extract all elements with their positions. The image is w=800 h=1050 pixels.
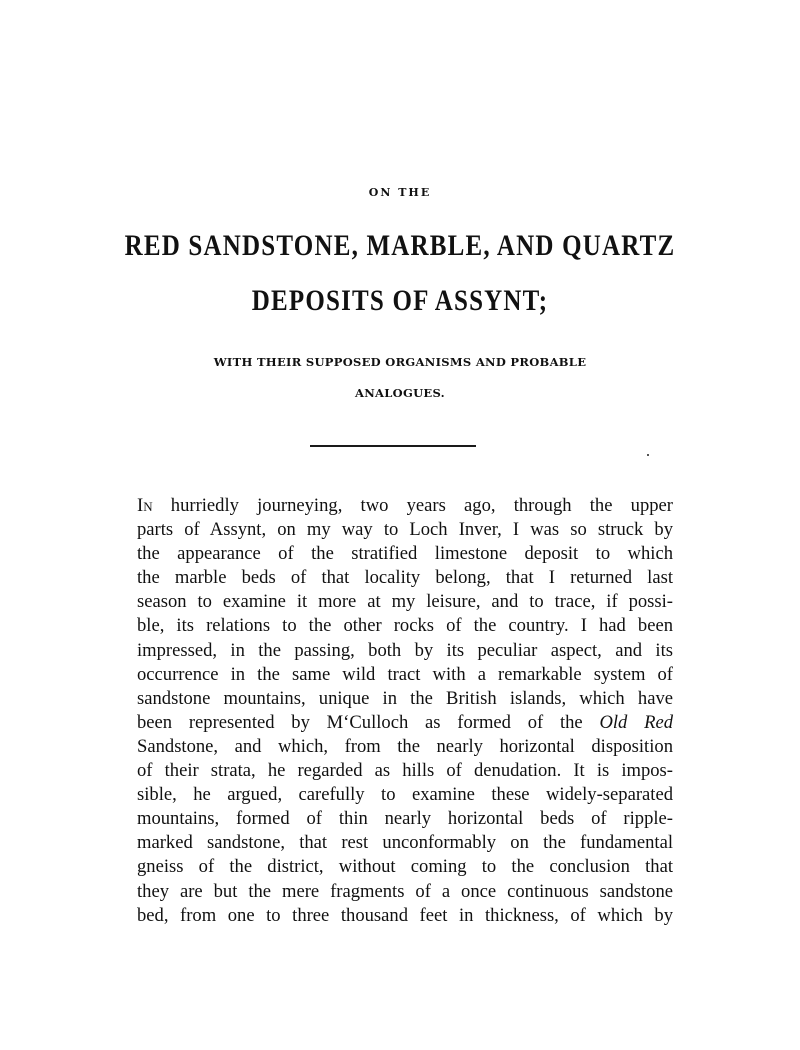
subtitle-line-1: WITH THEIR SUPPOSED ORGANISMS AND PROBABLE (213, 355, 587, 369)
body-line: sandstone mountains, unique in the British islands, which have (137, 687, 673, 709)
body-line: the appearance of the stratified limestone deposit to which (137, 543, 673, 565)
subtitle-line-2: ANALOGUES. (355, 386, 445, 400)
scan-speck (647, 454, 649, 456)
title-line-2: DEPOSITS OF ASSYNT; (251, 285, 549, 317)
body-line: bed, from one to three thousand feet in thickness, of which by (137, 904, 673, 926)
body-line: parts of Assynt, on my way to Loch Inver, I was so struck by (137, 519, 673, 541)
title-line-1: RED SANDSTONE, MARBLE, AND QUARTZ (124, 230, 676, 262)
italic-phrase: Old Red (599, 711, 673, 733)
body-line: marked sandstone, that rest unconformably on the fundamental (137, 832, 673, 854)
body-line (137, 494, 673, 518)
body-line: sible, he argued, carefully to examine these widely-separated (137, 784, 673, 806)
body-line: they are but the mere fragments of a once continuous sandstone (137, 880, 673, 902)
body-line: of their strata, he regarded as hills of denudation. It is impos- (137, 760, 673, 782)
body-line (137, 711, 673, 735)
body-line-text: hurriedly journeying, two years ago, through the upper (152, 495, 673, 516)
body-line: season to examine it more at my leisure, and to trace, if possi- (137, 591, 673, 613)
drop-word: In (137, 495, 153, 516)
section-divider-rule (310, 445, 476, 447)
pre-title: ON THE (368, 186, 432, 199)
body-line-text: been represented by M‘Culloch as formed of the (137, 711, 600, 733)
body-line: mountains, formed of thin nearly horizontal beds of ripple- (137, 808, 673, 830)
body-line: gneiss of the district, without coming to the conclusion that (137, 856, 673, 878)
body-paragraph (137, 494, 673, 928)
body-line: impressed, in the passing, both by its peculiar aspect, and its (137, 639, 673, 661)
body-line: occurrence in the same wild tract with a remarkable system of (137, 663, 673, 685)
body-line: ble, its relations to the other rocks of the country. I had been (137, 615, 673, 637)
body-line: the marble beds of that locality belong, that I returned last (137, 567, 673, 589)
body-line: Sandstone, and which, from the nearly horizontal disposition (137, 735, 673, 757)
